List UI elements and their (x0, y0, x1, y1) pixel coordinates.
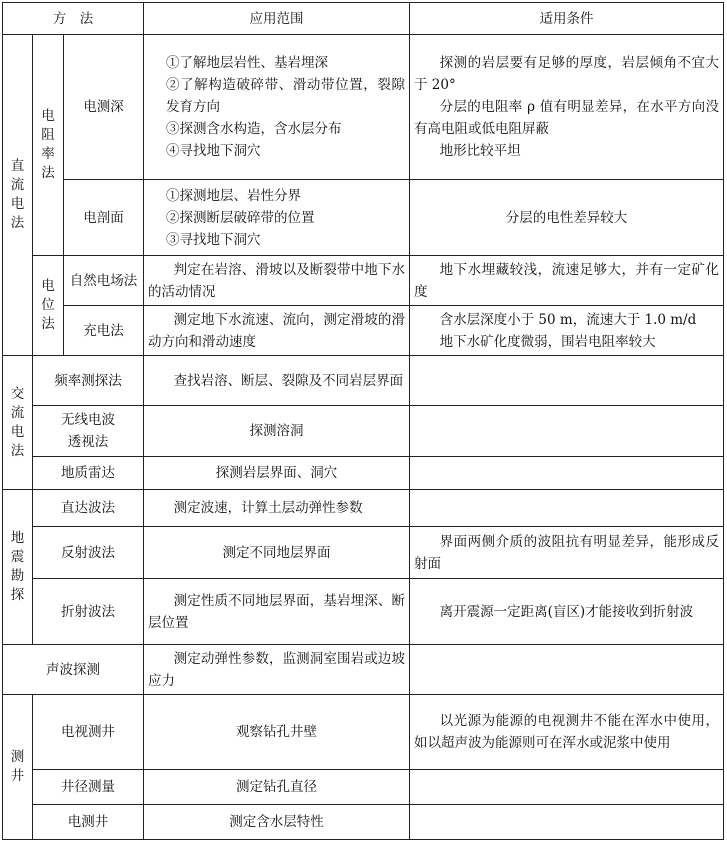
scope-cell: 测定动弹性参数，监测洞室围岩或边坡应力 (144, 645, 410, 695)
scope-cell: 判定在岩溶、滑坡以及断裂带中地下水的活动情况 (144, 256, 410, 306)
table-row (3, 35, 724, 180)
table-row (3, 805, 724, 840)
method-name: 频率测探法 (33, 356, 144, 406)
conditions-cell: 以光源为能源的电视测井不能在浑水中使用，如以超声波为能源则可在浑水或泥浆中使用 (410, 695, 724, 770)
method-name: 无线电波透视法 (33, 406, 144, 457)
scope-cell: 观察钻孔井壁 (144, 695, 410, 770)
header-scope: 应用范围 (144, 3, 410, 35)
table-row (3, 490, 724, 527)
header-row (3, 3, 724, 35)
header-method: 方 法 (3, 3, 144, 35)
conditions-cell: 界面两侧介质的波阻抗有明显差异，能形成反射面 (410, 527, 724, 579)
scope-cell (144, 35, 410, 180)
conditions-cell (410, 770, 724, 805)
method-name: 电视测井 (33, 695, 144, 770)
scope-item: ②了解构造破碎带、滑动带位置，裂隙发育方向 (166, 77, 405, 115)
conditions-cell: 离开震源一定距离(盲区)才能接收到折射波 (410, 579, 724, 645)
table-row (3, 770, 724, 805)
methods-table (2, 2, 724, 840)
subgroup-label-resistivity: 电阻率法 (33, 35, 64, 256)
method-name: 地质雷达 (33, 457, 144, 490)
scope-item: ④寻找地下洞穴 (166, 143, 261, 159)
subgroup-label-potential: 电位法 (33, 256, 64, 356)
method-name: 自然电场法 (64, 256, 144, 306)
condition-item: 分层的电阻率 ρ 值有明显差异，在水平方向没有高电阻或低电阻屏蔽 (414, 99, 719, 137)
group-label-dc: 直流电法 (3, 35, 33, 356)
table-row (3, 356, 724, 406)
method-name: 声波探测 (3, 645, 144, 695)
group-label-seismic: 地震勘探 (3, 490, 33, 645)
scope-item: ③寻找地下洞穴 (166, 231, 261, 248)
scope-cell: 探测岩层界面、洞穴 (144, 457, 410, 490)
method-name: 反射波法 (33, 527, 144, 579)
table-row (3, 527, 724, 579)
scope-cell: 测定钻孔直径 (144, 770, 410, 805)
conditions-cell (410, 306, 724, 356)
group-label-ac: 交流电法 (3, 356, 33, 490)
scope-cell: 探测溶洞 (144, 406, 410, 457)
condition-item: 地形比较平坦 (439, 143, 521, 159)
conditions-cell (410, 490, 724, 527)
conditions-cell (410, 457, 724, 490)
scope-item: ③探测含水构造，含水层分布 (166, 121, 342, 137)
scope-item: ①探测地层、岩性分界 (166, 187, 301, 204)
table-row (3, 180, 724, 256)
scope-cell (144, 180, 410, 256)
table-row (3, 306, 724, 356)
method-name: 井径测量 (33, 770, 144, 805)
scope-cell: 测定波速，计算土层动弹性参数 (144, 490, 410, 527)
group-label-logging: 测井 (3, 695, 33, 840)
header-conditions: 适用条件 (410, 3, 724, 35)
method-name: 电测井 (33, 805, 144, 840)
scope-cell: 测定性质不同地层界面，基岩埋深、断层位置 (144, 579, 410, 645)
table-row (3, 645, 724, 695)
scope-cell: 查找岩溶、断层、裂隙及不同岩层界面 (144, 356, 410, 406)
conditions-cell (410, 356, 724, 406)
table-row (3, 695, 724, 770)
table-row (3, 579, 724, 645)
table-row (3, 406, 724, 457)
conditions-cell: 分层的电性差异较大 (410, 180, 724, 256)
method-name: 电测深 (64, 35, 144, 180)
table-row (3, 256, 724, 306)
method-name: 折射波法 (33, 579, 144, 645)
conditions-cell (410, 35, 724, 180)
condition-item: 地下水矿化度微弱，围岩电阻率较大 (439, 333, 656, 350)
scope-cell: 测定不同地层界面 (144, 527, 410, 579)
method-name: 直达波法 (33, 490, 144, 527)
conditions-cell (410, 645, 724, 695)
scope-cell: 测定地下水流速、流向，测定滑坡的滑动方向和滑动速度 (144, 306, 410, 356)
method-name: 电剖面 (64, 180, 144, 256)
condition-item: 探测的岩层要有足够的厚度，岩层倾角不宜大于 20° (414, 55, 719, 93)
conditions-cell (410, 805, 724, 840)
scope-item: ②探测断层破碎带的位置 (166, 209, 315, 226)
condition-item: 含水层深度小于 50 m，流速大于 1.0 m/d (439, 311, 697, 328)
scope-item: ①了解地层岩性、基岩埋深 (166, 55, 328, 71)
conditions-cell (410, 406, 724, 457)
method-name: 充电法 (64, 306, 144, 356)
scope-cell: 测定含水层特性 (144, 805, 410, 840)
table-row (3, 457, 724, 490)
conditions-cell: 地下水埋藏较浅，流速足够大，并有一定矿化度 (410, 256, 724, 306)
